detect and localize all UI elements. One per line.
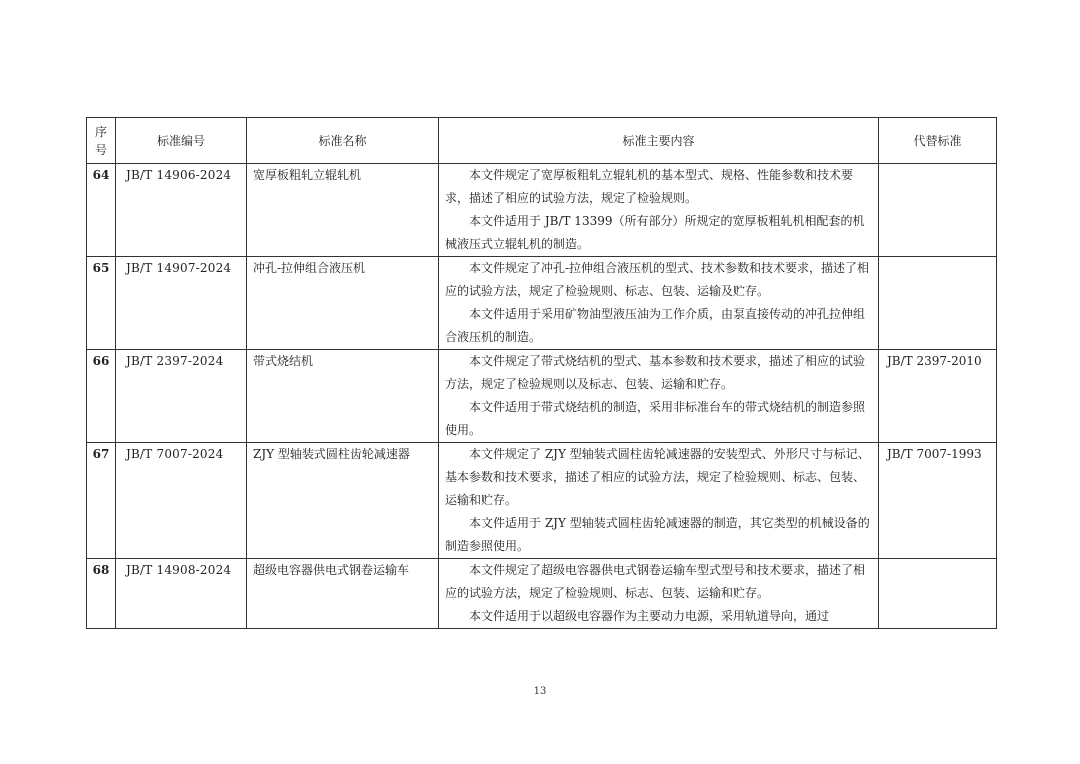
- row-name: 带式烧结机: [247, 350, 439, 443]
- row-code: JB/T 2397-2024: [116, 350, 247, 443]
- row-content: [439, 164, 879, 257]
- table-row: [87, 257, 997, 350]
- standards-table: [86, 117, 997, 629]
- content-paragraph: 本文件适用于带式烧结机的制造，采用非标准台车的带式烧结机的制造参照使用。: [445, 400, 866, 437]
- row-name: 超级电容器供电式钢卷运输车: [247, 559, 439, 629]
- row-replaces: [879, 164, 997, 257]
- header-name: 标准名称: [247, 118, 439, 164]
- content-paragraph: 本文件适用于采用矿物油型液压油为工作介质，由泵直接传动的冲孔拉伸组合液压机的制造。: [445, 307, 866, 344]
- table-row: [87, 443, 997, 559]
- row-replaces: JB/T 2397-2010: [879, 350, 997, 443]
- table-row: [87, 350, 997, 443]
- content-paragraph: 本文件规定了带式烧结机的型式、基本参数和技术要求，描述了相应的试验方法，规定了检验规则以及标志、包装、运输和贮存。: [445, 354, 866, 391]
- row-seq: 65: [87, 257, 116, 350]
- row-replaces: [879, 559, 997, 629]
- content-paragraph: 本文件适用于以超级电容器作为主要动力电源，采用轨道导向，通过: [469, 609, 830, 623]
- row-name: 冲孔-拉伸组合液压机: [247, 257, 439, 350]
- row-code: JB/T 7007-2024: [116, 443, 247, 559]
- row-seq: 64: [87, 164, 116, 257]
- content-paragraph: 本文件规定了超级电容器供电式钢卷运输车型式型号和技术要求，描述了相应的试验方法，规定了检验规则、标志、包装、运输和贮存。: [445, 563, 866, 600]
- content-paragraph: 本文件规定了宽厚板粗轧立辊轧机的基本型式、规格、性能参数和技术要求，描述了相应的试验方法，规定了检验规则。: [445, 168, 854, 205]
- row-seq: 66: [87, 350, 116, 443]
- row-seq: 68: [87, 559, 116, 629]
- table-row: [87, 164, 997, 257]
- header-seq: 序号: [87, 118, 116, 164]
- header-content: 标准主要内容: [439, 118, 879, 164]
- row-replaces: JB/T 7007-1993: [879, 443, 997, 559]
- row-code: JB/T 14908-2024: [116, 559, 247, 629]
- content-paragraph: 本文件适用于 JB/T 13399（所有部分）所规定的宽厚板粗轧机相配套的机械液压式立辊轧机的制造。: [445, 214, 865, 251]
- row-replaces: [879, 257, 997, 350]
- row-seq: 67: [87, 443, 116, 559]
- header-replaces: 代替标准: [879, 118, 997, 164]
- row-content: [439, 559, 879, 629]
- table-row: [87, 559, 997, 629]
- row-content: [439, 350, 879, 443]
- row-code: JB/T 14907-2024: [116, 257, 247, 350]
- row-content: [439, 443, 879, 559]
- header-code: 标准编号: [116, 118, 247, 164]
- content-paragraph: 本文件规定了 ZJY 型轴装式圆柱齿轮减速器的安装型式、外形尺寸与标记、基本参数和技术要求，描述了相应的试验方法，规定了检验规则、标志、包装、运输和贮存。: [445, 447, 870, 507]
- page-number: 13: [533, 686, 547, 697]
- content-paragraph: 本文件适用于 ZJY 型轴装式圆柱齿轮减速器的制造，其它类型的机械设备的制造参照使用。: [445, 516, 870, 553]
- row-content: [439, 257, 879, 350]
- row-name: ZJY 型轴装式圆柱齿轮减速器: [247, 443, 439, 559]
- row-code: JB/T 14906-2024: [116, 164, 247, 257]
- content-paragraph: 本文件规定了冲孔-拉伸组合液压机的型式、技术参数和技术要求，描述了相应的试验方法，规定了检验规则、标志、包装、运输及贮存。: [445, 261, 870, 298]
- row-name: 宽厚板粗轧立辊轧机: [247, 164, 439, 257]
- table-header-row: [87, 118, 997, 164]
